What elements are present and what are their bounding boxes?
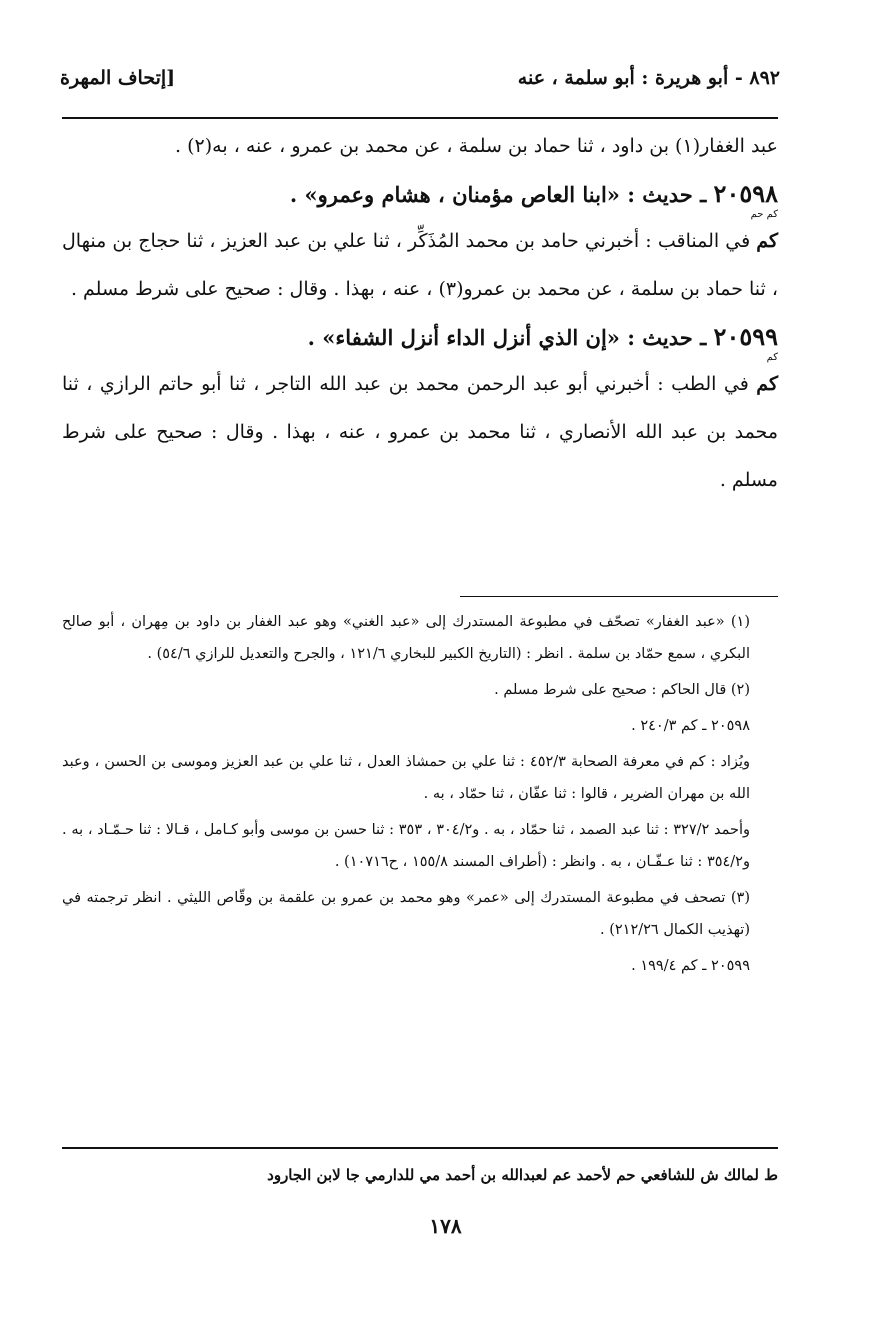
footnote-separator <box>460 596 778 597</box>
header-rule <box>62 117 778 119</box>
footnote-1: (١) «عبد الغفار» تصحّف في مطبوعة المستدرك إلى «عبد الغني» وهو عبد الغفار بن داود بن مِهران ، أبو صالح البكري ، سمع حمّاد بن سلمة . انظر : (التاريخ الكبير للبخاري ١٢١/٦ ، والجرح والتعديل للرازي ٥٤/٦) . <box>62 614 750 662</box>
source-abbrev: كم <box>756 230 778 252</box>
reference-20599: ٢٠٥٩٩ ـ كم ١٩٩/٤ . <box>631 958 750 974</box>
sigla-rule <box>62 1147 778 1149</box>
hadith-number: ٢٠٥٩٨ <box>713 179 778 208</box>
reference-20598: ٢٠٥٩٨ ـ كم ٢٤٠/٣ . <box>631 718 750 734</box>
paragraph-hadith-20598 <box>62 217 778 313</box>
paragraph-text: في الطب : أخبرني أبو عبد الرحمن محمد بن عبد الله التاجر ، ثنا أبو حاتم الرازي ، ثنا محمد بن عبد الله الأنصاري ، ثنا محمد بن عمرو ، عنه ، بهذا . وقال : صحيح على شرط مسلم . <box>62 373 778 491</box>
page-number: ١٧٨ <box>429 1214 462 1238</box>
paragraph-hadith-20599 <box>62 360 778 504</box>
footnote-2: (٢) قال الحاكم : صحيح على شرط مسلم . <box>494 682 750 698</box>
paragraph-continuation: عبد الغفار(١) بن داود ، ثنا حماد بن سلمة ، عن محمد بن عمرو ، عنه ، به(٢) . <box>175 135 778 157</box>
source-siglum: كم حم <box>750 209 778 220</box>
header-right: ٨٩٢ - أبو هريرة : أبو سلمة ، عنه <box>517 67 780 89</box>
footnotes <box>62 606 778 986</box>
hadith-heading-20598 <box>62 170 778 221</box>
source-abbrev: كم <box>756 373 778 395</box>
sigla-key: ط لمالك ش للشافعي حم لأحمد عم لعبدالله بن أحمد مي للدارمي جا لابن الجارود <box>267 1166 778 1184</box>
supplement-note-1: ويُزاد : كم في معرفة الصحابة ٤٥٢/٣ : ثنا علي بن حمشاذ العدل ، ثنا علي بن عبد العزيز وموسى بن الحسن ، وعبد الله بن مهران الضرير ، قالوا : ثنا عفّان ، ثنا حمّاد ، به . <box>62 754 750 802</box>
running-header <box>60 58 780 98</box>
supplement-note-2: وأحمد ٣٢٧/٢ : ثنا عبد الصمد ، ثنا حمّاد ، به . و٣٠٤/٢ ، ٣٥٣ : ثنا حسن بن موسى وأبو كـامل ، قـالا : ثنا حـمّـاد ، به . و٣٥٤/٢ : ثنا عـفّـان ، به . وانظر : (أطراف المسند ١٥٥/٨ ، ح١٠٧١٦) . <box>62 822 750 870</box>
paragraph-text: في المناقب : أخبرني حامد بن محمد المُذَكِّر ، ثنا علي بن عبد العزيز ، ثنا حجاج بن منهال ، ثنا حماد بن سلمة ، عن محمد بن عمرو(٣) ، عنه ، بهذا . وقال : صحيح على شرط مسلم . <box>62 230 778 300</box>
hadith-title: ـ حديث : «إن الذي أنزل الداء أنزل الشفاء» . <box>307 325 714 350</box>
hadith-number: ٢٠٥٩٩ <box>713 322 778 351</box>
source-siglum: كم <box>766 352 778 363</box>
footnote-3: (٣) تصحف في مطبوعة المستدرك إلى «عمر» وهو محمد بن عمرو بن علقمة بن وقّاص الليثي . انظر ترجمته في (تهذيب الكمال ٢١٢/٢٦) . <box>62 890 750 938</box>
hadith-heading-20599 <box>62 313 778 364</box>
main-text <box>62 122 778 504</box>
hadith-title: ـ حديث : «ابنا العاص مؤمنان ، هشام وعمرو» . <box>289 182 714 207</box>
header-left: [إتحاف المهرة <box>60 67 176 89</box>
